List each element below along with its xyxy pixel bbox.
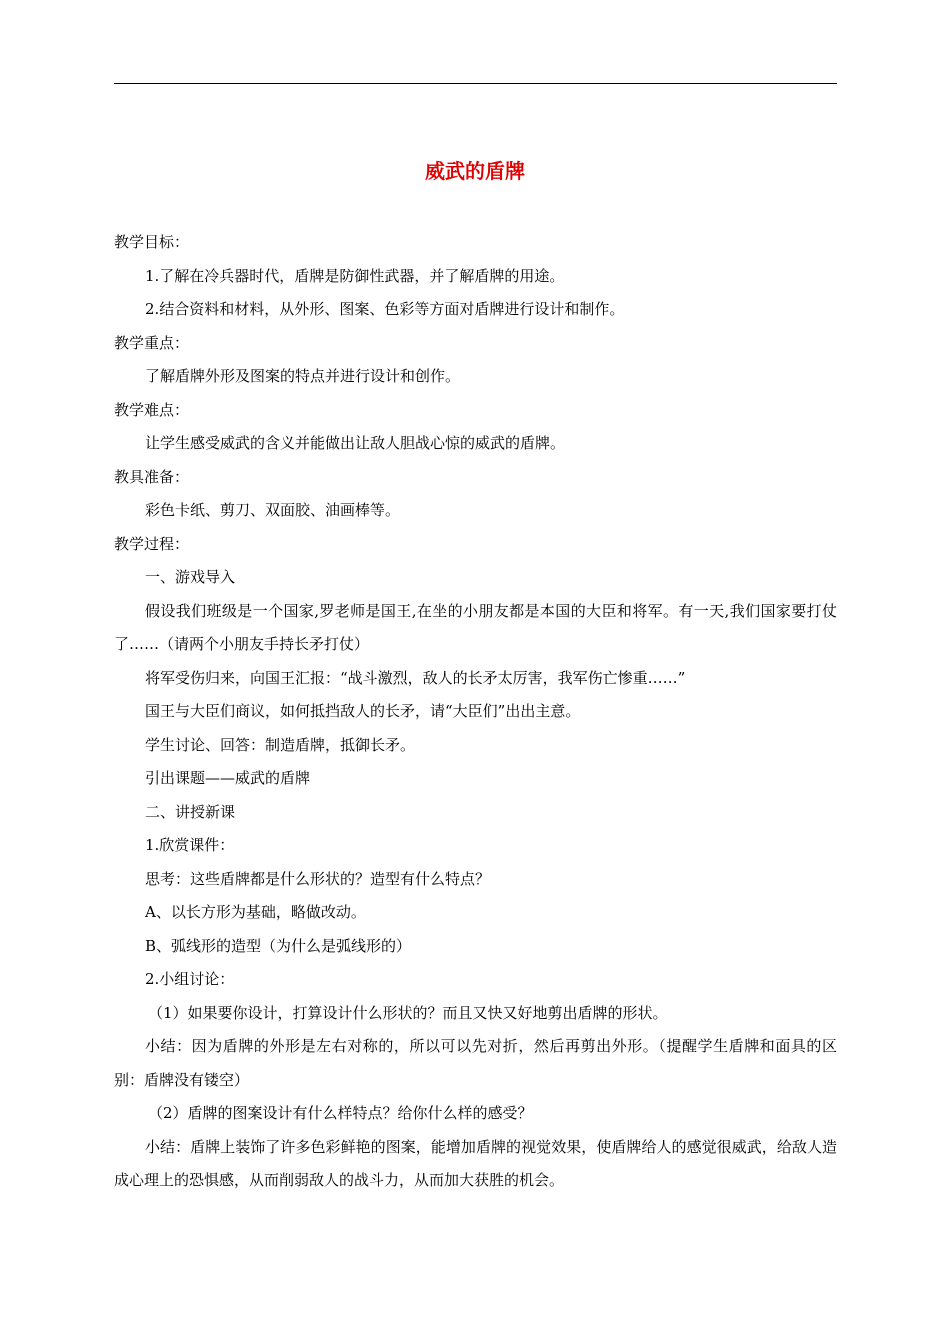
paragraph: 了解盾牌外形及图案的特点并进行设计和创作。	[145, 367, 461, 385]
paragraph: 小结：因为盾牌的外形是左右对称的，所以可以先对折，然后再剪出外形。（提醒学生盾牌和面具的区别：盾牌没有镂空）	[114, 1037, 837, 1089]
paragraph: 2.小组讨论：	[145, 970, 235, 988]
header-rule	[114, 83, 837, 84]
document-title: 威武的盾牌	[425, 159, 525, 183]
section-heading-key-points: 教学重点：	[114, 333, 190, 352]
paragraph: 彩色卡纸、剪刀、双面胶、油画棒等。	[145, 501, 401, 519]
paragraph: 1.了解在冷兵器时代，盾牌是防御性武器，并了解盾牌的用途。	[145, 266, 565, 285]
paragraph: 学生讨论、回答：制造盾牌，抵御长矛。	[145, 735, 416, 754]
section-heading-materials: 教具准备：	[114, 467, 190, 486]
paragraph: 思考：这些盾牌都是什么形状的？造型有什么特点？	[145, 869, 491, 888]
paragraph: B、弧线形的造型（为什么是弧线形的）	[145, 936, 412, 955]
paragraph: 2.结合资料和材料，从外形、图案、色彩等方面对盾牌进行设计和制作。	[145, 300, 625, 318]
paragraph: 小结：盾牌上装饰了许多色彩鲜艳的图案，能增加盾牌的视觉效果，使盾牌给人的感觉很威武，给敌人造成心理上的恐惧感，从而削弱敌人的战斗力，从而加大获胜的机会。	[114, 1137, 837, 1189]
subsection-heading: 一、游戏导入	[145, 568, 236, 586]
paragraph: 将军受伤归来，向国王汇报：“战斗激烈，敌人的长矛太厉害，我军伤亡惨重……”	[145, 668, 686, 687]
paragraph: （1）如果要你设计，打算设计什么形状的？而且又快又好地剪出盾牌的形状。	[148, 1003, 668, 1022]
paragraph: 让学生感受威武的含义并能做出让敌人胆战心惊的威武的盾牌。	[145, 434, 566, 452]
document-body	[114, 226, 837, 1198]
paragraph: 国王与大臣们商议，如何抵挡敌人的长矛，请“大臣们”出出主意。	[145, 702, 581, 720]
paragraph: 假设我们班级是一个国家,罗老师是国王,在坐的小朋友都是本国的大臣和将军。有一天,我们国家要打仗了……（请两个小朋友手持长矛打仗）	[114, 601, 837, 653]
section-heading-difficulties: 教学难点：	[114, 400, 190, 419]
paragraph: 1.欣赏课件：	[145, 836, 235, 854]
paragraph: A、以长方形为基础，略做改动。	[145, 903, 366, 921]
section-heading-process: 教学过程：	[114, 534, 190, 553]
subsection-heading: 二、讲授新课	[145, 802, 236, 821]
section-heading-objectives: 教学目标：	[114, 233, 190, 251]
paragraph: （2）盾牌的图案设计有什么样特点？给你什么样的感受？	[148, 1104, 533, 1122]
paragraph: 引出课题——威武的盾牌	[145, 769, 311, 787]
